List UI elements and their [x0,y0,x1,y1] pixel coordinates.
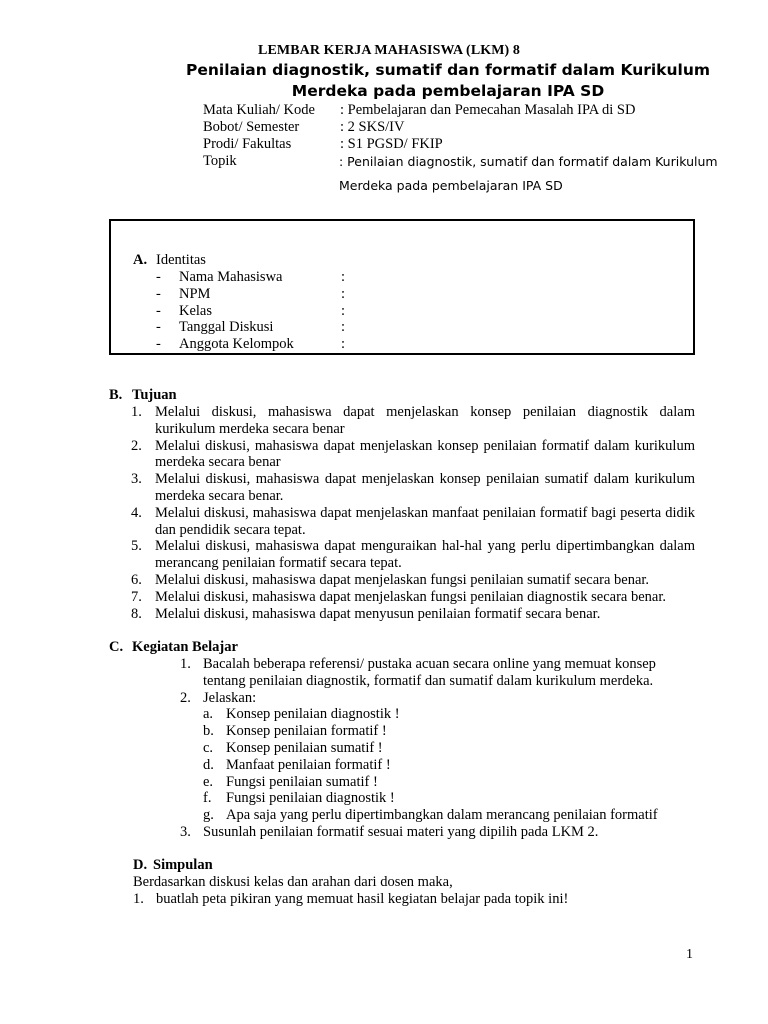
section-marker: B. [109,387,123,403]
field-colon: : [341,336,346,353]
item-text: Fungsi penilaian sumatif ! [226,773,378,790]
bullet-dash: - [156,269,161,285]
section-heading [133,857,693,874]
item-text: Melalui diskusi, mahasiswa dapat menguraikan hal-hal yang perlu dipertimbangkan dalam merancang penilaian formatif secara tepat. [155,538,695,572]
list-item [109,505,695,539]
section-heading-text: Simpulan [153,857,213,873]
section-heading [109,639,695,656]
course-info-value: : 2 SKS/IV [340,119,405,135]
item-number: 1. [133,891,144,907]
item-number: 8. [131,605,142,622]
item-text: Melalui diskusi, mahasiswa dapat menyusun penilaian formatif secara benar. [155,605,601,622]
item-text: Melalui diskusi, mahasiswa dapat menjelaskan manfaat penilaian formatif bagi peserta didik dan pendidik secara tepat. [155,504,695,538]
bullet-dash: - [156,336,161,353]
field-label: Kelas [179,302,213,319]
identity-field-npm[interactable] [156,286,556,303]
bullet-dash: - [156,319,161,336]
section-marker: D. [133,857,148,873]
course-info [203,102,743,199]
document-subtitle: Penilaian diagnostik, sumatif dan formatif dalam Kurikulum Merdeka pada pembelajaran IPA SD [185,61,711,100]
item-text: Melalui diskusi, mahasiswa dapat menjelaskan konsep penilaian sumatif dalam kurikulum merdeka secara benar. [155,471,695,504]
sub-list-item [203,740,695,757]
item-text: Konsep penilaian diagnostik ! [226,706,400,723]
section-goals [109,387,695,622]
item-letter: a. [203,706,214,723]
item-text: Susunlah penilaian formatif sesuai materi yang dipilih pada LKM 2. [203,823,599,840]
field-colon: : [341,285,346,302]
course-info-value: : Penilaian diagnostik, sumatif dan formatif dalam Kurikulum Merdeka pada pembelajaran IPA SD [339,154,718,193]
field-label: NPM [179,285,211,302]
identity-field-date[interactable] [156,319,556,336]
identity-field-name[interactable] [156,269,556,286]
field-label: Anggota Kelompok [179,336,294,353]
item-letter: c. [203,739,214,756]
sub-list-item [203,774,695,791]
item-text: Apa saja yang perlu dipertimbangkan dalam merancang penilaian formatif [226,807,658,824]
identity-field-class[interactable] [156,303,556,320]
item-letter: d. [203,756,214,773]
item-letter: g. [203,807,214,824]
sub-list-item [203,706,695,723]
item-number: 5. [131,538,142,555]
field-label: Nama Mahasiswa [179,269,283,285]
sub-list [203,706,695,824]
item-number: 1. [131,404,142,420]
item-letter: b. [203,723,214,740]
section-conclusion [133,857,693,908]
item-text: buatlah peta pikiran yang memuat hasil kegiatan belajar pada topik ini! [156,891,569,907]
document-title: LEMBAR KERJA MAHASISWA (LKM) 8 [258,43,521,58]
list-item [109,404,695,438]
section-heading-text: Kegiatan Belajar [132,639,238,655]
list-item [109,690,695,824]
course-info-row [203,119,743,136]
list-item [109,656,695,690]
course-info-value: : S1 PGSD/ FKIP [340,136,443,152]
item-text: Melalui diskusi, mahasiswa dapat menjelaskan konsep penilaian formatif dalam kurikulum merdeka secara benar [155,437,695,471]
item-text: Manfaat penilaian formatif ! [226,756,391,773]
page-number: 1 [686,947,693,962]
bullet-dash: - [156,302,161,319]
item-text: Melalui diskusi, mahasiswa dapat menjelaskan fungsi penilaian diagnostik secara benar. [155,588,666,605]
item-number: 2. [131,437,142,454]
bullet-dash: - [156,285,161,302]
course-info-label: Mata Kuliah/ Kode [203,102,315,118]
item-number: 3. [180,823,191,840]
field-colon: : [341,269,346,285]
section-heading [109,387,695,404]
item-number: 7. [131,588,142,605]
list-item [109,538,695,572]
course-info-label: Topik [203,153,237,169]
course-info-label: Bobot/ Semester [203,119,300,135]
item-number: 2. [180,689,191,706]
list-item [109,589,695,606]
section-marker: A. [133,252,148,268]
identity-field-group-members[interactable] [156,336,556,353]
section-heading-text: Identitas [156,252,206,268]
identity-heading [133,252,206,269]
list-item [109,606,695,623]
item-number: 4. [131,504,142,521]
item-text: Melalui diskusi, mahasiswa dapat menjelaskan fungsi penilaian sumatif secara benar. [155,571,650,588]
course-info-row [203,153,743,199]
list-item [109,572,695,589]
activity-list [109,656,695,841]
item-text: Bacalah beberapa referensi/ pustaka acuan secara online yang memuat konsep tentang penilaian diagnostik, formatif dan sumatif dalam kurikulum merdeka. [203,656,656,689]
list-item [109,824,695,841]
item-text: Melalui diskusi, mahasiswa dapat menjelaskan konsep penilaian diagnostik dalam kurikulum merdeka secara benar [155,404,695,437]
section-marker: C. [109,639,124,655]
item-number: 6. [131,571,142,588]
item-text: Konsep penilaian formatif ! [226,723,387,740]
section-activities [109,639,695,841]
field-colon: : [341,302,346,319]
list-item [133,891,693,908]
goal-list [109,404,695,622]
item-letter: e. [203,773,214,790]
field-colon: : [341,319,346,336]
list-item [109,471,695,505]
item-letter: f. [203,790,212,807]
conclusion-intro: Berdasarkan diskusi kelas dan arahan dari dosen maka, [133,874,453,890]
item-text: Konsep penilaian sumatif ! [226,739,383,756]
list-item [109,438,695,472]
item-number: 3. [131,471,142,488]
sub-list-item [203,790,695,807]
sub-list-item [203,723,695,740]
identity-fields [156,269,556,353]
sub-list-item [203,807,695,824]
item-number: 1. [180,656,191,672]
course-info-label: Prodi/ Fakultas [203,136,292,152]
section-heading-text: Tujuan [132,387,177,403]
item-text: Fungsi penilaian diagnostik ! [226,790,395,807]
item-text: Jelaskan: [203,689,257,706]
course-info-value: : Pembelajaran dan Pemecahan Masalah IPA di SD [340,102,636,118]
field-label: Tanggal Diskusi [179,319,274,336]
course-info-row [203,102,743,119]
sub-list-item [203,757,695,774]
